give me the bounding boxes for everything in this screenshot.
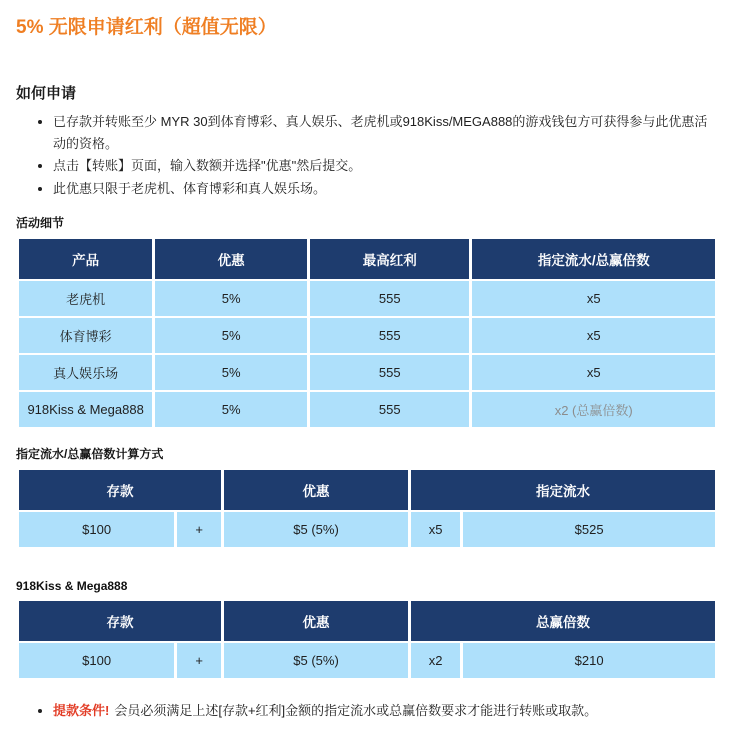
kiss-table [16, 599, 718, 680]
table-cell: + [177, 643, 221, 678]
table-cell: x5 [472, 318, 715, 353]
list-item: • 此优惠只限于老虎机、体育博彩和真人娱乐场。 [53, 178, 718, 200]
table-row [19, 512, 715, 547]
column-header: 存款 [19, 470, 221, 510]
table-cell: $5 (5%) [224, 643, 408, 678]
table-cell: 918Kiss & Mega888 [19, 392, 152, 427]
column-header: 总赢倍数 [411, 601, 715, 641]
column-header: 指定流水/总赢倍数 [472, 239, 715, 279]
table-row [19, 281, 715, 316]
table-row [19, 643, 715, 678]
table-cell: $210 [463, 643, 715, 678]
table-cell: 老虎机 [19, 281, 152, 316]
table-cell: x2 [411, 643, 460, 678]
page-title: 5% 无限申请红利（超值无限） [16, 17, 277, 38]
table-cell: $5 (5%) [224, 512, 408, 547]
withdrawal-note [53, 700, 718, 722]
table-cell: 体育博彩 [19, 318, 152, 353]
table-row [19, 318, 715, 353]
table-row [19, 355, 715, 390]
withdrawal-note-highlight: 提款条件! [53, 703, 110, 719]
table-cell: 5% [155, 392, 307, 427]
table-cell: 5% [155, 355, 307, 390]
column-header: 存款 [19, 601, 221, 641]
table-cell: x2 (总赢倍数) [472, 392, 715, 427]
table-cell: 5% [155, 318, 307, 353]
column-header: 优惠 [155, 239, 307, 279]
list-item: • 已存款并转账至少 MYR 30到体育博彩、真人娱乐、老虎机或918Kiss/MEGA888的游戏钱包方可获得参与此优惠活动的资格。 [53, 111, 718, 156]
kiss-table-label: 918Kiss & Mega888 [16, 579, 128, 594]
header-row [19, 470, 715, 510]
turnover-table [16, 468, 718, 549]
table-cell: 真人娱乐场 [19, 355, 152, 390]
table-cell: $100 [19, 512, 174, 547]
column-header: 优惠 [224, 470, 408, 510]
column-header: 指定流水 [411, 470, 715, 510]
details-table-label: 活动细节 [16, 216, 65, 231]
table-cell: 555 [310, 355, 469, 390]
withdrawal-note-list [16, 700, 718, 722]
table-cell: $525 [463, 512, 715, 547]
table-cell: x5 [472, 281, 715, 316]
how-to-apply-heading: 如何申请 [16, 84, 77, 102]
table-cell: $100 [19, 643, 174, 678]
table-cell: 555 [310, 318, 469, 353]
list-item: • 点击【转账】页面，输入数额并选择"优惠"然后提交。 [53, 155, 718, 177]
withdrawal-note-text: 会员必须满足上述[存款+红利]金额的指定流水或总赢倍数要求才能进行转账或取款。 [114, 703, 598, 719]
details-table [16, 237, 718, 429]
how-to-apply-list [16, 111, 718, 200]
header-row [19, 601, 715, 641]
column-header: 最高红利 [310, 239, 469, 279]
table-cell: 5% [155, 281, 307, 316]
table-cell: x5 [411, 512, 460, 547]
column-header: 产品 [19, 239, 152, 279]
column-header: 优惠 [224, 601, 408, 641]
header-row [19, 239, 715, 279]
table-cell: 555 [310, 281, 469, 316]
turnover-table-label: 指定流水/总赢倍数计算方式 [16, 447, 164, 462]
table-cell: 555 [310, 392, 469, 427]
table-cell: + [177, 512, 221, 547]
table-row [19, 392, 715, 427]
table-cell: x5 [472, 355, 715, 390]
